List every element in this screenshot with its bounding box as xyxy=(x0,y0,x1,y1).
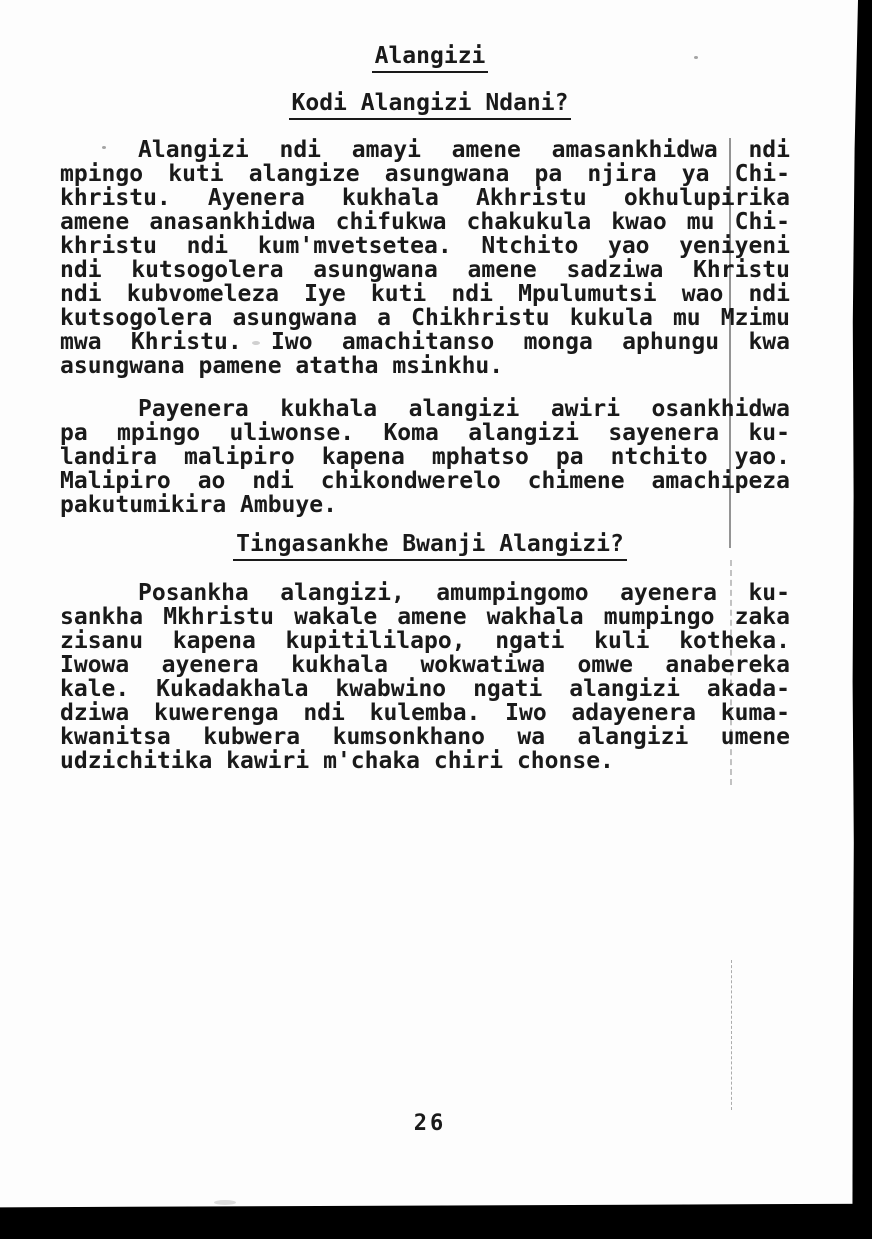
section-heading-tingasankhe-bwanji-alangizi xyxy=(0,532,860,561)
text-line: Alangizi ndi amayi amene amasankhidwa ndi xyxy=(138,138,790,162)
paragraph xyxy=(60,581,790,773)
text-line: Posankha alangizi, amumpingomo ayenera ku- xyxy=(138,581,790,605)
text-line: sankha Mkhristu wakale amene wakhala mumpingo zaka xyxy=(60,605,790,629)
text-line: asungwana pamene atatha msinkhu. xyxy=(60,354,504,378)
scan-edge-bar-right xyxy=(852,0,872,1239)
text-line: amene anasankhidwa chifukwa chakukula kwao mu Chi- xyxy=(60,210,790,234)
scan-speck xyxy=(214,1200,236,1205)
text-line: udzichitika kawiri m'chaka chiri chonse. xyxy=(60,749,614,773)
text-line: Payenera kukhala alangizi awiri osankhidwa xyxy=(138,397,790,421)
text-line: kutsogolera asungwana a Chikhristu kukula mu Mzimu xyxy=(60,306,790,330)
paragraph xyxy=(60,397,790,517)
text-line: zisanu kapena kupitililapo, ngati kuli kotheka. xyxy=(60,629,790,653)
text-line: mwa Khristu. Iwo amachitanso monga aphungu kwa xyxy=(60,330,790,354)
text-line: khristu. Ayenera kukhala Akhristu okhulupirika xyxy=(60,186,790,210)
text-line: kwanitsa kubwera kumsonkhano wa alangizi umene xyxy=(60,725,790,749)
paragraph xyxy=(60,138,790,378)
section-heading-text: Tingasankhe Bwanji Alangizi? xyxy=(233,532,627,561)
text-line: mpingo kuti alangize asungwana pa njira ya Chi- xyxy=(60,162,790,186)
document-title xyxy=(0,44,860,73)
document-title-text: Alangizi xyxy=(372,44,489,73)
text-line: dziwa kuwerenga ndi kulemba. Iwo adayenera kuma- xyxy=(60,701,790,725)
text-line: khristu ndi kum'mvetsetea. Ntchito yao yeniyeni xyxy=(60,234,790,258)
text-line: Malipiro ao ndi chikondwerelo chimene amachipeza xyxy=(60,469,790,493)
scan-crease-line xyxy=(731,960,732,1110)
text-line: ndi kutsogolera asungwana amene sadziwa Khristu xyxy=(60,258,790,282)
section-heading-kodi-alangizi-ndani xyxy=(0,91,860,120)
text-line: Iwowa ayenera kukhala wokwatiwa omwe anabereka xyxy=(60,653,790,677)
scan-edge-bar-bottom xyxy=(0,1203,872,1239)
text-line: ndi kubvomeleza Iye kuti ndi Mpulumutsi wao ndi xyxy=(60,282,790,306)
text-line: kale. Kukadakhala kwabwino ngati alangizi akada- xyxy=(60,677,790,701)
text-line: pakutumikira Ambuye. xyxy=(60,493,337,517)
text-line: pa mpingo uliwonse. Koma alangizi sayenera ku- xyxy=(60,421,790,445)
section-heading-text: Kodi Alangizi Ndani? xyxy=(289,91,572,120)
text-line: landira malipiro kapena mphatso pa ntchito yao. xyxy=(60,445,790,469)
page-number: 26 xyxy=(413,1111,447,1136)
